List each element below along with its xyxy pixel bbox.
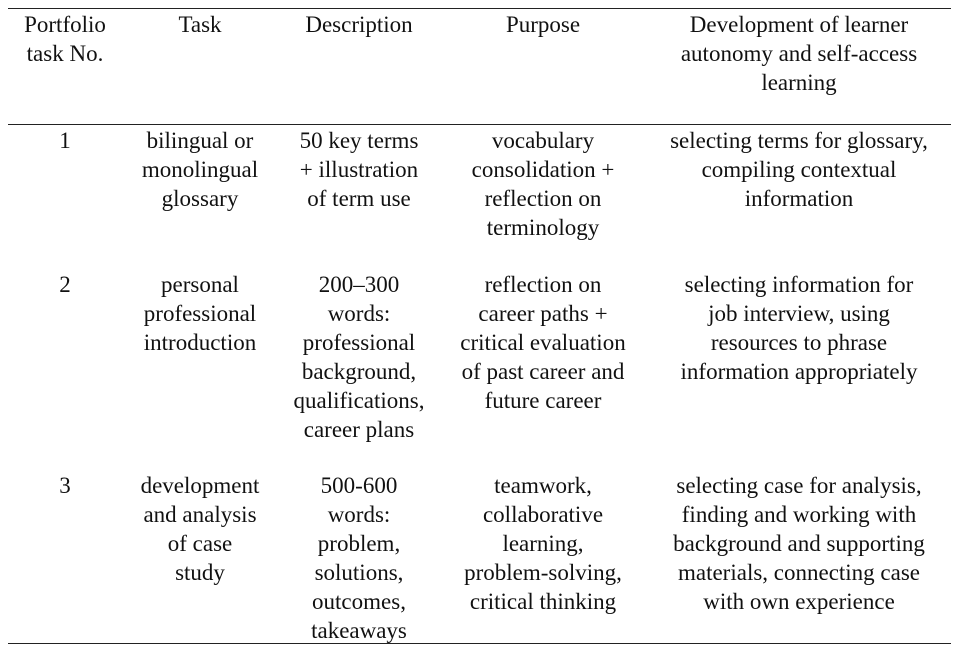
cell-purpose: vocabulary consolidation + reflection on terminology xyxy=(471,128,615,240)
cell-task: development and analysis of case study xyxy=(140,473,260,585)
table-header-rule xyxy=(8,124,951,125)
cell-description: 200–300 words: professional background, qualifications, career plans xyxy=(293,272,425,442)
header-portfolio-task-no: Portfolio task No. xyxy=(24,12,106,66)
cell-description: 500-600 words: problem, solutions, outcomes, takeaways xyxy=(311,473,407,643)
cell-task-number: 2 xyxy=(59,272,71,297)
header-development-autonomy: Development of learner autonomy and self-access learning xyxy=(680,12,918,95)
cell-task-number: 1 xyxy=(59,128,71,153)
cell-purpose: reflection on career paths + critical evaluation of past career and future career xyxy=(460,272,626,413)
header-purpose: Purpose xyxy=(505,12,581,37)
cell-description: 50 key terms + illustration of term use xyxy=(299,128,419,211)
header-description: Description xyxy=(305,12,413,37)
header-task: Task xyxy=(178,12,222,37)
cell-task: personal professional introduction xyxy=(143,272,257,355)
cell-purpose: teamwork, collaborative learning, problem-solving, critical thinking xyxy=(464,473,622,614)
cell-task: bilingual or monolingual glossary xyxy=(141,128,259,211)
table-bottom-rule xyxy=(8,643,951,644)
cell-development: selecting terms for glossary, compiling contextual information xyxy=(670,128,928,211)
cell-development: selecting case for analysis, finding and working with background and supporting materials, connecting case with own experience xyxy=(673,473,925,614)
cell-development: selecting information for job interview, using resources to phrase information appropriately xyxy=(680,272,918,384)
cell-task-number: 3 xyxy=(59,473,71,498)
table-top-rule xyxy=(8,8,951,9)
